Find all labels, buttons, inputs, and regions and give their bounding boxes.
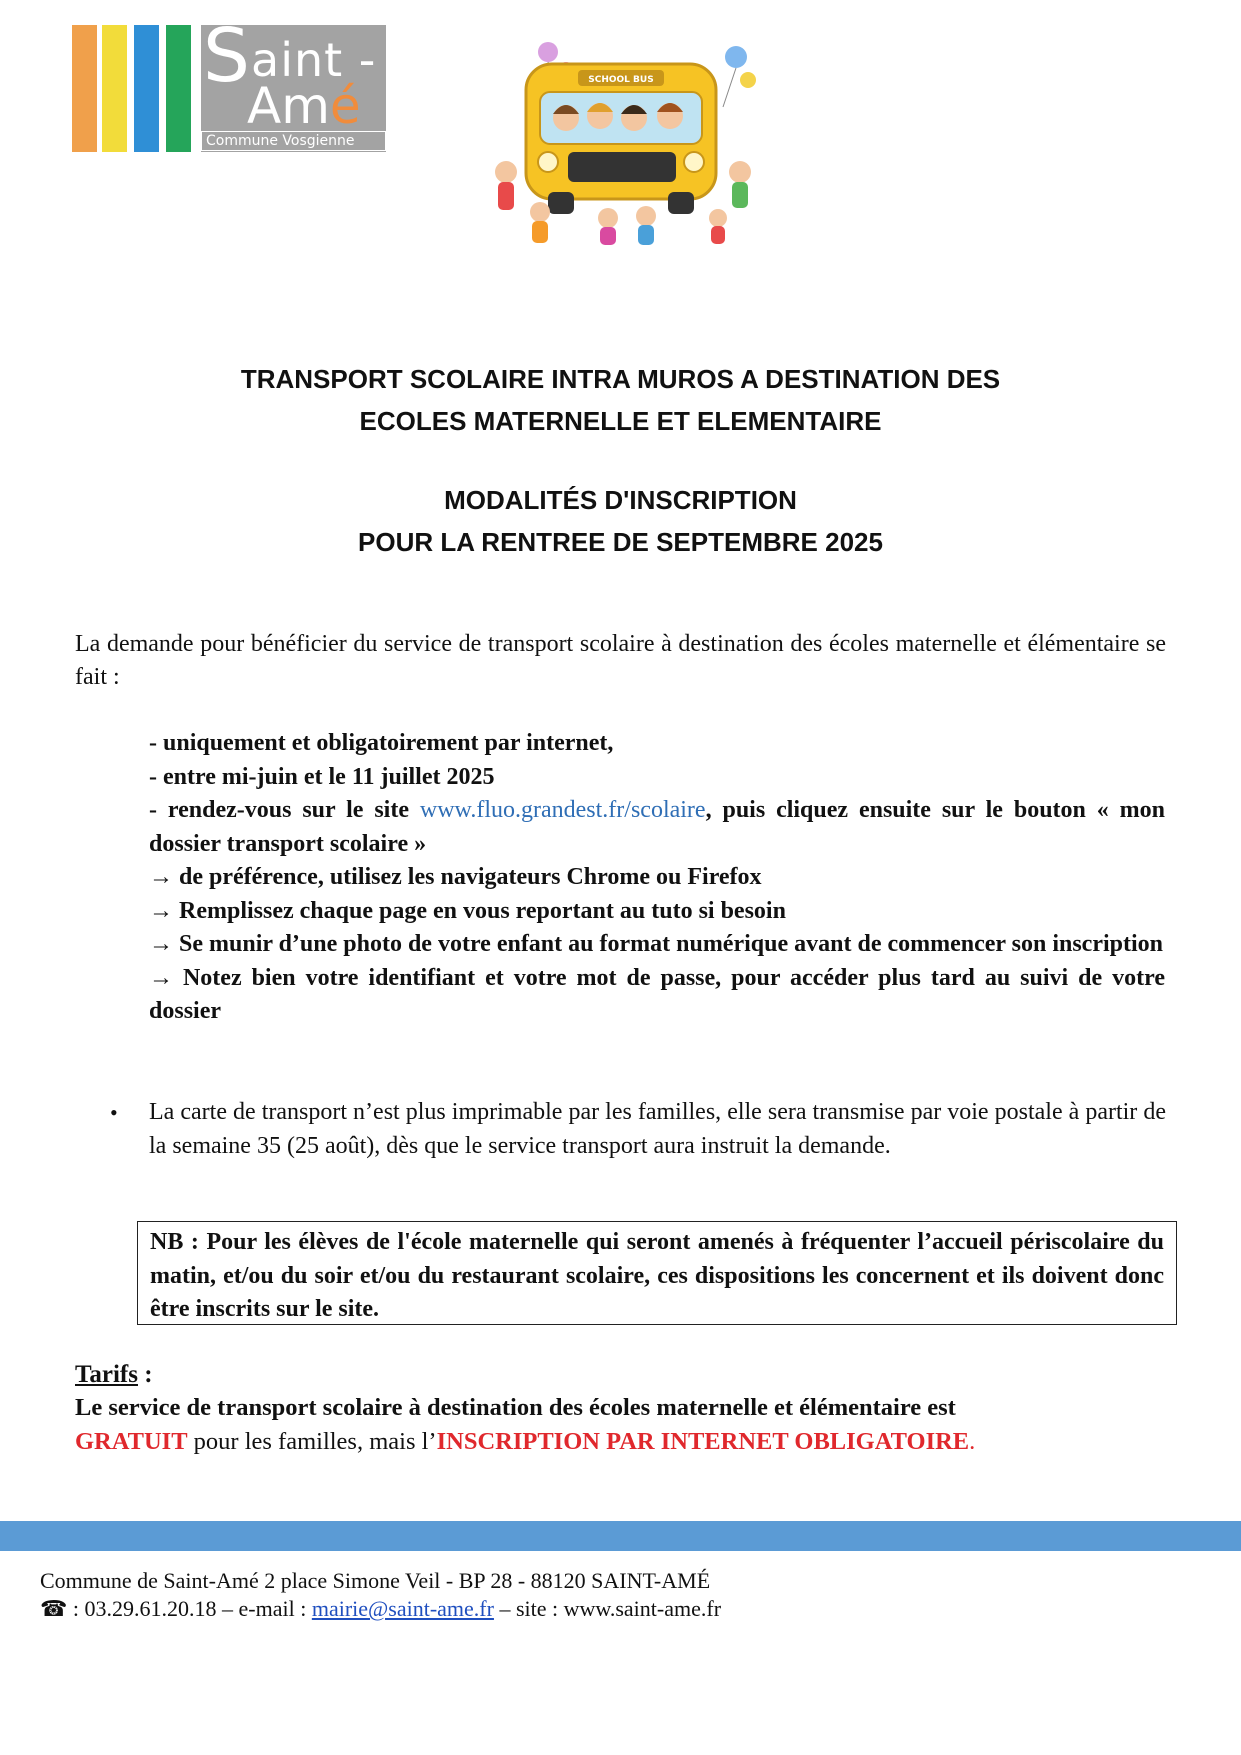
transport-card-text: La carte de transport n’est plus imprimable par les familles, elle sera transmise par voie postale à partir de la semaine 35 (25 août), dès que le service transport aura instruit la demande. <box>149 1099 1166 1159</box>
document-title <box>0 358 1241 442</box>
logo-text-ame <box>247 77 361 135</box>
step-website-pre: - rendez-vous sur le site <box>149 797 420 823</box>
footer-address: Commune de Saint-Amé 2 place Simone Veil - BP 28 - 88120 SAINT-AMÉ <box>40 1568 711 1593</box>
logo-stripe-yellow <box>102 25 127 152</box>
tarifs-heading-colon: : <box>137 1361 153 1388</box>
footer-site: – site : www.saint-ame.fr <box>493 1596 722 1621</box>
tarifs-heading-label: Tarifs <box>75 1361 138 1388</box>
logo-text-am: Am <box>247 77 330 135</box>
school-bus-illustration <box>478 22 768 247</box>
logo-wordmark <box>201 13 386 152</box>
phone-icon: ☎ <box>40 1596 68 1621</box>
inscription-obligatoire-label: INSCRIPTION PAR INTERNET OBLIGATOIRE <box>436 1428 970 1455</box>
document-subtitle-line1: MODALITÉS D'INSCRIPTION <box>444 485 797 515</box>
logo-text-aint: aint - <box>251 33 377 87</box>
logo-subtitle: Commune Vosgienne <box>201 131 386 151</box>
footer-phone: : 03.29.61.20.18 – e-mail : <box>67 1596 312 1621</box>
gratuit-label: GRATUIT <box>75 1428 188 1455</box>
intro-paragraph: La demande pour bénéficier du service de transport scolaire à destination des écoles maternelle et élémentaire se fait : <box>75 631 1166 690</box>
bus-sign: SCHOOL BUS <box>588 75 654 85</box>
footer-email-link[interactable]: mairie@saint-ame.fr <box>311 1596 494 1621</box>
step-photo: → Se munir d’une photo de votre enfant au format numérique avant de commencer son inscription <box>149 931 1163 957</box>
step-fill-pages: → Remplissez chaque page en vous reportant au tuto si besoin <box>149 897 786 924</box>
tarifs-end: . <box>969 1428 976 1455</box>
logo-accent-e: é <box>329 77 361 135</box>
document-subtitle <box>0 479 1241 563</box>
step-internet: - uniquement et obligatoirement par internet, <box>149 730 614 756</box>
footer-bar <box>0 1521 1241 1551</box>
nb-note-box: NB : Pour les élèves de l'école maternelle qui seront amenés à fréquenter l’accueil périscolaire du matin, et/ou du soir et/ou du restaurant scolaire, ces dispositions les concernent et ils doivent donc être inscrits sur le site. <box>137 1221 1177 1325</box>
document-title-line1: TRANSPORT SCOLAIRE INTRA MUROS A DESTINATION DES <box>240 364 1001 394</box>
step-credentials: → Notez bien votre identifiant et votre mot de passe, pour accéder plus tard au suivi de votre dossier <box>149 964 1165 1024</box>
saint-ame-logo <box>72 13 386 152</box>
logo-stripe-green <box>166 25 191 152</box>
step-dates: - entre mi-juin et le 11 juillet 2025 <box>149 763 495 790</box>
tarifs-line1: Le service de transport scolaire à destination des écoles maternelle et élémentaire est <box>75 1394 956 1421</box>
document-title-line2: ECOLES MATERNELLE ET ELEMENTAIRE <box>359 406 882 436</box>
step-website-post: , puis cliquez ensuite sur le bouton « mon dossier transport scolaire » <box>149 797 1166 857</box>
fluo-website-link[interactable]: www.fluo.grandest.fr/scolaire <box>419 797 706 823</box>
step-browsers: → de préférence, utilisez les navigateurs Chrome ou Firefox <box>149 864 762 890</box>
tarifs-text <box>75 1391 1166 1459</box>
footer-contact <box>40 1567 721 1623</box>
tarifs-heading <box>75 1358 153 1391</box>
bullet-dot: • <box>110 1100 118 1125</box>
tarifs-mid: pour les familles, mais l’ <box>187 1428 437 1455</box>
logo-letter-s: S <box>203 13 250 99</box>
document-subtitle-line2: POUR LA RENTREE DE SEPTEMBRE 2025 <box>358 527 883 557</box>
registration-steps <box>149 727 1165 1029</box>
logo-stripe-blue <box>134 25 159 152</box>
logo-stripe-orange <box>72 25 97 152</box>
step-website <box>149 794 1165 861</box>
